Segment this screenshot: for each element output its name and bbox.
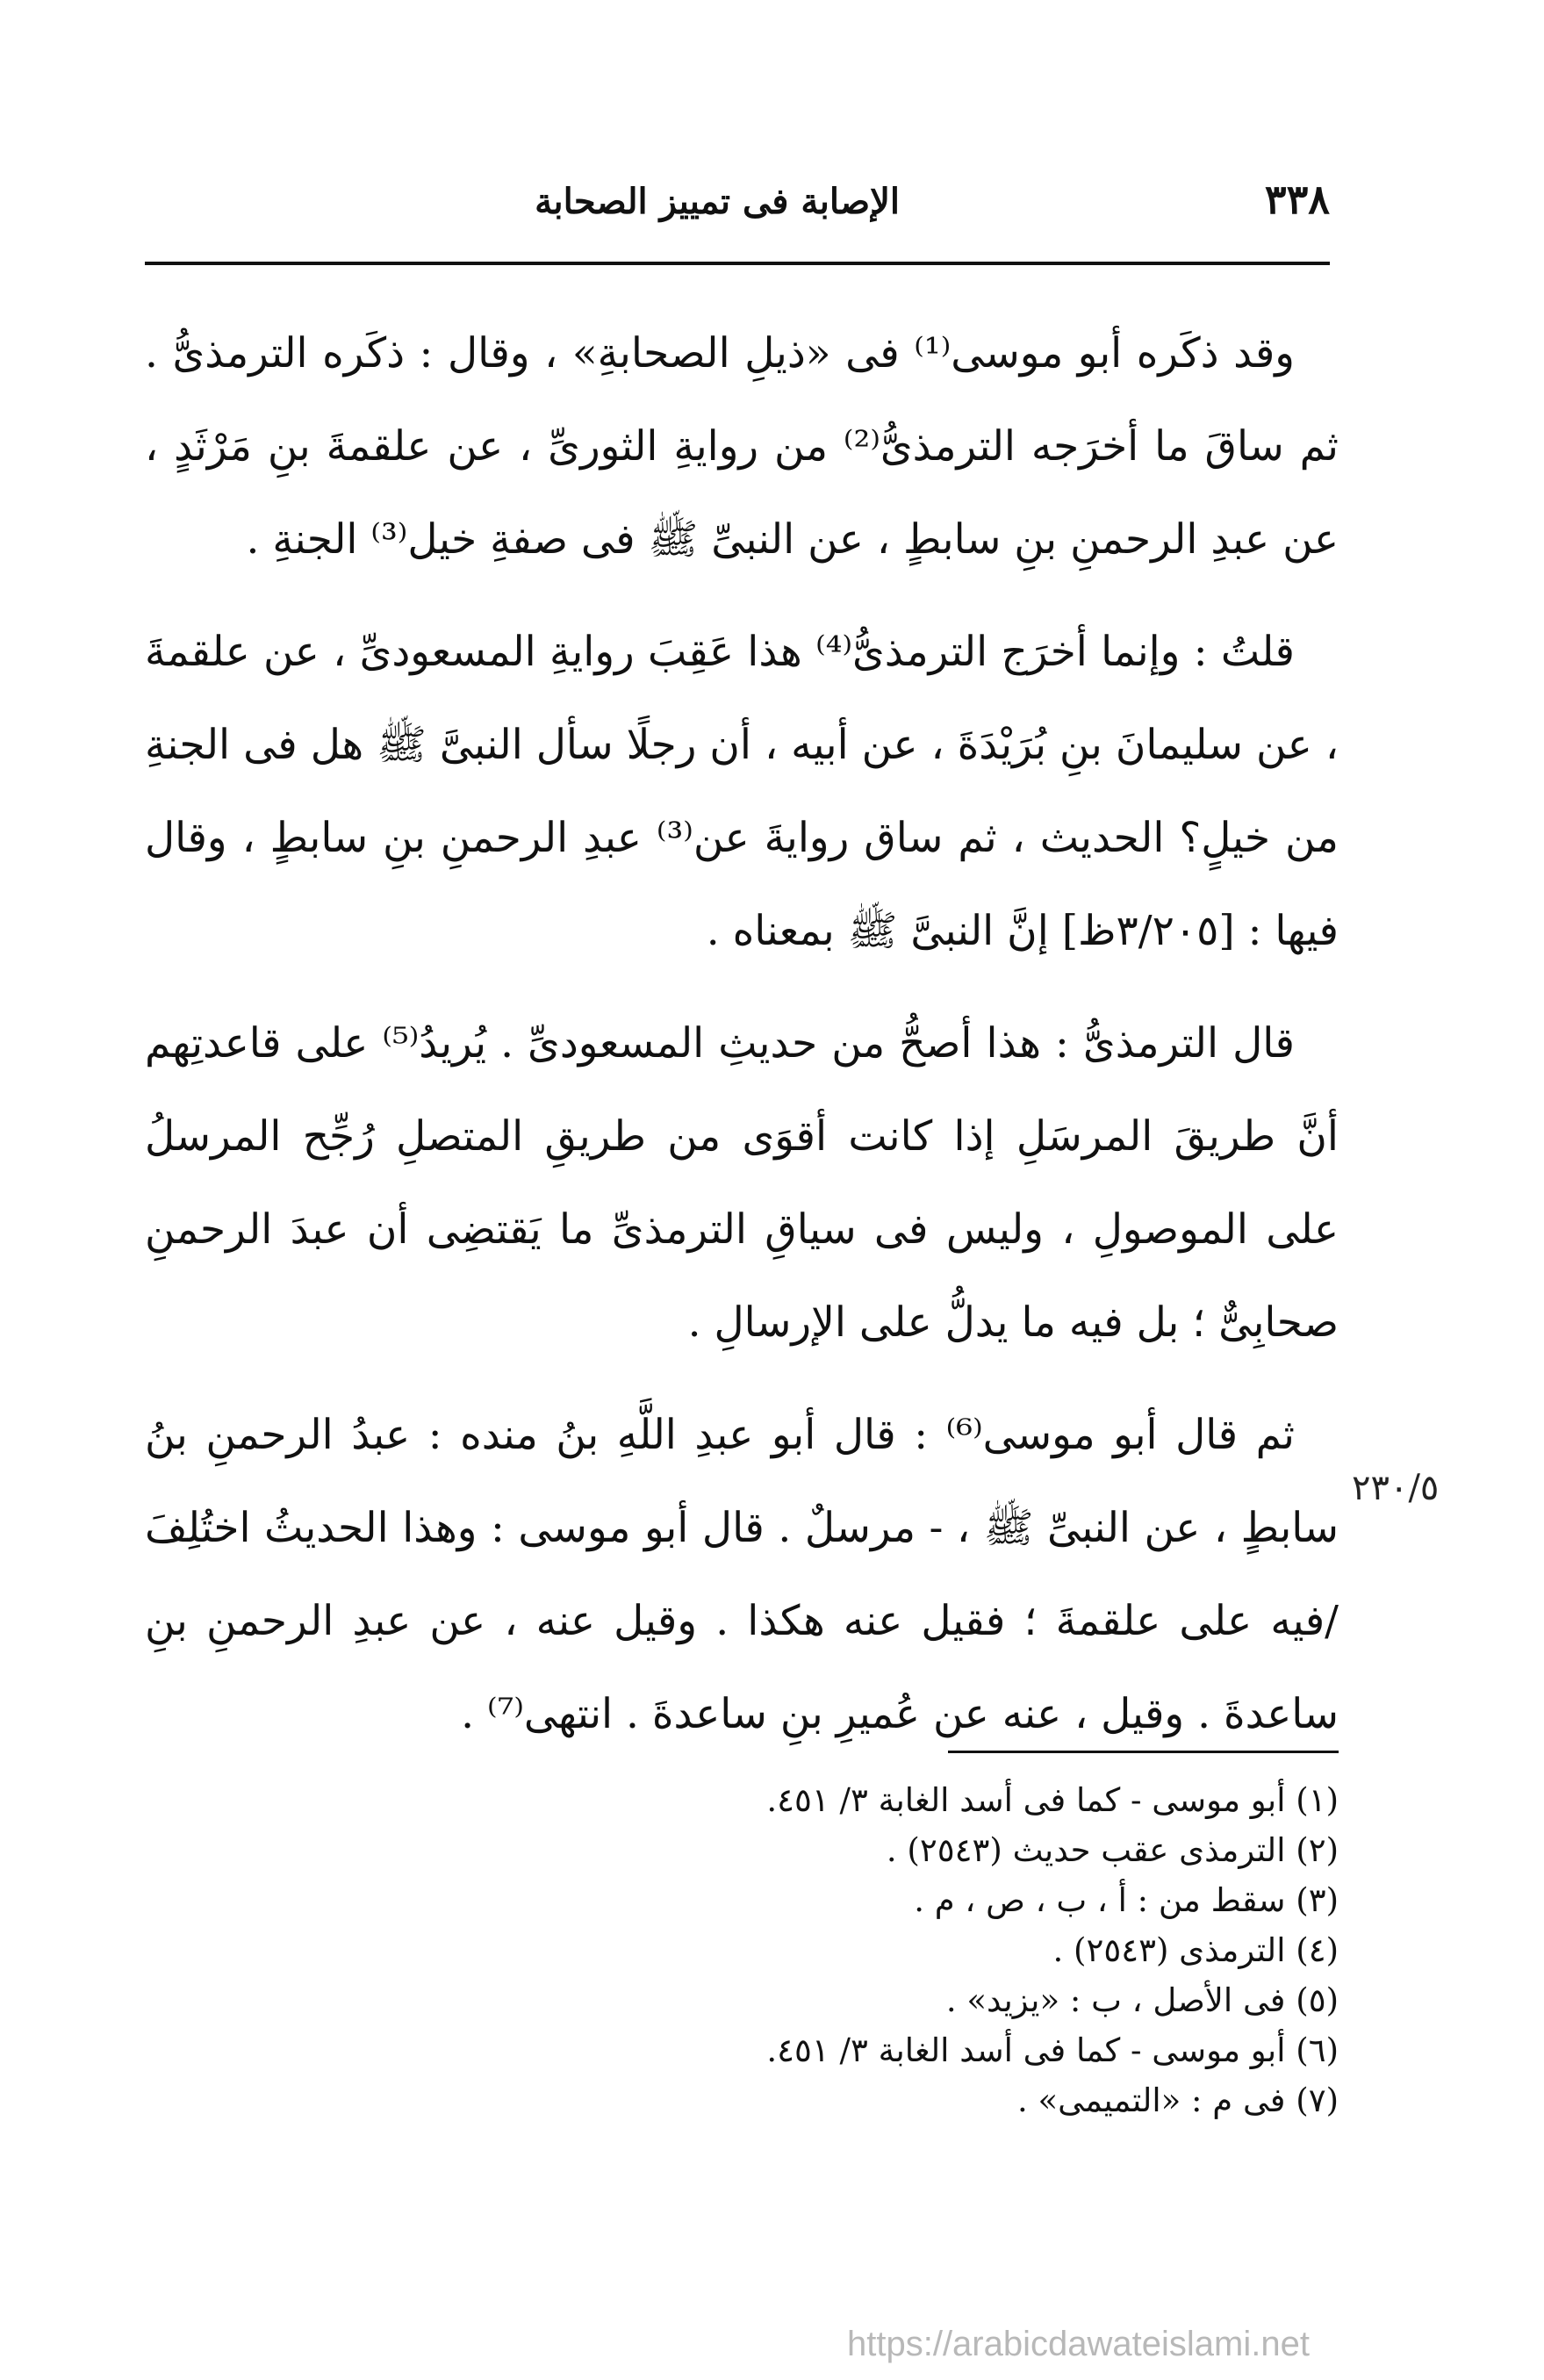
paragraph-1: وقد ذكَره أبو موسى⁽¹⁾ فى «ذيلِ الصحابةِ» ، وقال : ذكَره الترمذىُّ . ثم ساقَ ما أخرَجه الترمذىُّ⁽²⁾ من روايةِ الثورىِّ ، عن علقمةَ بنِ مَرْثَدٍ ، عن عبدِ الرحمنِ بنِ سابطٍ ، عن النبىِّ ﷺ فى صفةِ خيل⁽³⁾ الجنةِ . bbox=[145, 329, 1339, 564]
margin-reference: ٢٣٠/٥ bbox=[1352, 1468, 1440, 1508]
footnote-3: (٣) سقط من : أ ، ب ، ص ، م . bbox=[914, 1881, 1339, 1919]
footnote-2: (٢) الترمذى عقب حديث (٢٥٤٣) . bbox=[886, 1831, 1339, 1869]
page-number: ٣٣٨ bbox=[1264, 176, 1330, 223]
header-divider bbox=[145, 262, 1330, 265]
paragraph-2: قلتُ : وإنما أخرَج الترمذىُّ⁽⁴⁾ هذا عَقِبَ روايةِ المسعودىِّ ، عن علقمةَ ، عن سليمانَ بنِ بُرَيْدَةَ ، عن أبيه ، أن رجلًا سأل النبىَّ ﷺ هل فى الجنةِ من خيلٍ؟ الحديث ، ثم ساق روايةَ عن⁽³⁾ عبدِ الرحمنِ بنِ سابطٍ ، وقال فيها : [٣/٢٠٥ظ] إنَّ النبىَّ ﷺ بمعناه . bbox=[145, 628, 1339, 955]
main-text bbox=[145, 307, 1339, 1780]
footnote-1: (١) أبو موسى - كما فى أسد الغابة ٣/ ٤٥١. bbox=[766, 1781, 1339, 1819]
footnotes bbox=[263, 1775, 1339, 2125]
footnote-7: (٧) فى م : «التميمى» . bbox=[1017, 2082, 1339, 2119]
page-header bbox=[145, 176, 1330, 237]
running-title: الإصابة فى تمييز الصحابة bbox=[535, 181, 900, 222]
footnote-6: (٦) أبو موسى - كما فى أسد الغابة ٣/ ٤٥١. bbox=[766, 2031, 1339, 2069]
footnote-4: (٤) الترمذى (٢٥٤٣) . bbox=[1052, 1931, 1339, 1969]
footnote-5: (٥) فى الأصل ، ب : «يزيد» . bbox=[945, 1981, 1339, 2019]
paragraph-4: ثم قال أبو موسى⁽⁶⁾ : قال أبو عبدِ اللَّهِ بنُ منده : عبدُ الرحمنِ بنُ سابطٍ ، عن النبىِّ ﷺ ، - مرسلٌ . قال أبو موسى : وهذا الحديثُ اختُلِفَ /فيه على علقمةَ ؛ فقيل عنه هكذا . وقيل عنه ، عن عبدِ الرحمنِ بنِ ساعدةَ . وقيل ، عنه عن عُميرِ بنِ ساعدةَ . انتهى⁽⁷⁾ . bbox=[145, 1411, 1339, 1738]
watermark-url: https://arabicdawateislami.net bbox=[847, 2325, 1310, 2363]
footnote-divider bbox=[948, 1751, 1339, 1753]
paragraph-3: قال الترمذىُّ : هذا أصحُّ من حديثِ المسعودىِّ . يُريدُ⁽⁵⁾ على قاعدتِهم أنَّ طريقَ المرسَلِ إذا كانت أقوَى من طريقِ المتصلِ رُجِّح المرسلُ على الموصولِ ، وليس فى سياقِ الترمذىِّ ما يَقتضِى أن عبدَ الرحمنِ صحابِىٌّ ؛ بل فيه ما يدلُّ على الإرسالِ . bbox=[145, 1019, 1339, 1347]
